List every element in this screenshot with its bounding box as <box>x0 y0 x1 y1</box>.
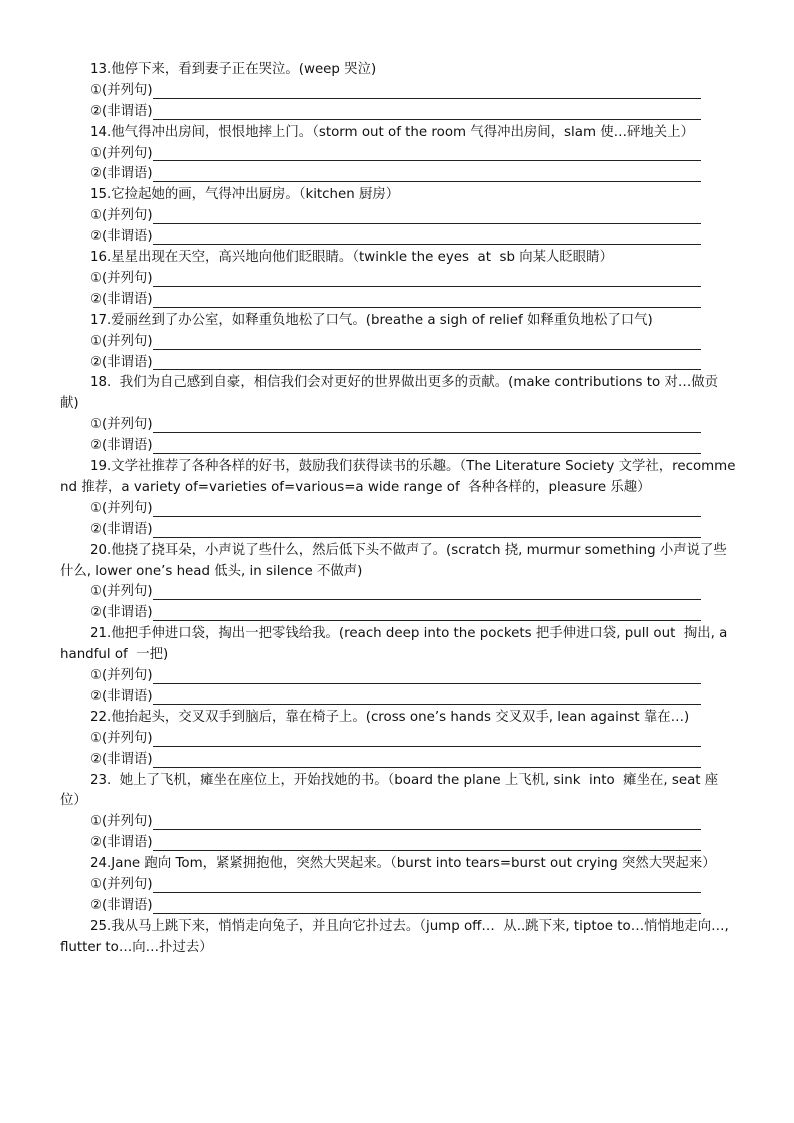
nonpredicate-answer-line[interactable] <box>153 606 701 621</box>
coordinate-label: ①(并列句) <box>90 500 153 516</box>
nonpredicate-answer-line[interactable] <box>153 523 701 538</box>
nonpredicate-answer-row[interactable] <box>90 290 701 311</box>
nonpredicate-answer-row[interactable] <box>90 102 701 123</box>
coordinate-answer-row[interactable] <box>90 206 701 227</box>
nonpredicate-label: ②(非谓语) <box>90 605 153 621</box>
nonpredicate-answer-row[interactable] <box>90 436 701 457</box>
exercise-item <box>60 457 736 541</box>
coordinate-answer-row[interactable] <box>90 269 701 290</box>
nonpredicate-answer-line[interactable] <box>153 439 701 454</box>
exercise-item <box>60 185 736 248</box>
nonpredicate-label: ②(非谓语) <box>90 897 153 913</box>
exercise-item <box>60 624 736 708</box>
coordinate-answer-line[interactable] <box>153 502 701 517</box>
nonpredicate-answer-row[interactable] <box>90 603 701 624</box>
nonpredicate-answer-row[interactable] <box>90 750 701 771</box>
coordinate-answer-row[interactable] <box>90 332 701 353</box>
nonpredicate-label: ②(非谓语) <box>90 835 153 851</box>
coordinate-answer-line[interactable] <box>153 272 701 287</box>
coordinate-answer-line[interactable] <box>153 84 701 99</box>
exercise-item <box>60 917 736 959</box>
exercise-prompt: 13.他停下来，看到妻子正在哭泣。(weep 哭泣) <box>90 62 377 77</box>
coordinate-answer-line[interactable] <box>153 669 701 684</box>
nonpredicate-label: ②(非谓语) <box>90 521 153 537</box>
coordinate-answer-row[interactable] <box>90 666 701 687</box>
exercise-item <box>60 708 736 771</box>
exercise-item <box>60 854 736 917</box>
coordinate-label: ①(并列句) <box>90 584 153 600</box>
exercise-prompt: 16.星星出现在天空，高兴地向他们眨眼睛。（twinkle the eyes at sb 向某人眨眼睛） <box>90 250 613 266</box>
exercise-item <box>60 311 736 374</box>
exercise-prompt: 19.文学社推荐了各种各样的好书，鼓励我们获得读书的乐趣。（The Literature Society 文学社，recommend 推荐，a variety of=varieties of=various=a wide range of 各种各样的，pleasure 乐趣） <box>60 459 736 495</box>
nonpredicate-answer-line[interactable] <box>153 105 701 120</box>
coordinate-answer-row[interactable] <box>90 582 701 603</box>
exercise-prompt: 18. 我们为自己感到自豪，相信我们会对更好的世界做出更多的贡献。(make contributions to 对…做贡献) <box>60 375 719 412</box>
coordinate-label: ①(并列句) <box>90 333 153 349</box>
nonpredicate-answer-row[interactable] <box>90 896 701 917</box>
coordinate-label: ①(并列句) <box>90 668 153 684</box>
coordinate-label: ①(并列句) <box>90 417 153 433</box>
nonpredicate-answer-line[interactable] <box>153 355 701 370</box>
coordinate-answer-row[interactable] <box>90 875 701 896</box>
exercise-prompt: 22.他抬起头，交叉双手到脑后，靠在椅子上。(cross one’s hands 交叉双手, lean against 靠在…) <box>90 709 690 725</box>
nonpredicate-label: ②(非谓语) <box>90 103 153 119</box>
nonpredicate-answer-line[interactable] <box>153 230 701 245</box>
coordinate-answer-row[interactable] <box>90 729 701 750</box>
exercise-prompt: 17.爱丽丝到了办公室，如释重负地松了口气。(breathe a sigh of relief 如释重负地松了口气) <box>90 312 653 328</box>
nonpredicate-answer-line[interactable] <box>153 690 701 705</box>
coordinate-answer-line[interactable] <box>153 732 701 747</box>
coordinate-answer-row[interactable] <box>90 144 701 165</box>
worksheet <box>60 60 736 959</box>
nonpredicate-label: ②(非谓语) <box>90 229 153 245</box>
exercise-item <box>60 541 736 625</box>
nonpredicate-label: ②(非谓语) <box>90 166 153 182</box>
nonpredicate-answer-line[interactable] <box>153 836 701 851</box>
nonpredicate-answer-row[interactable] <box>90 687 701 708</box>
coordinate-label: ①(并列句) <box>90 876 153 892</box>
nonpredicate-answer-line[interactable] <box>153 753 701 768</box>
coordinate-label: ①(并列句) <box>90 814 153 830</box>
exercise-item <box>60 771 736 855</box>
nonpredicate-label: ②(非谓语) <box>90 354 153 370</box>
nonpredicate-answer-row[interactable] <box>90 353 701 374</box>
nonpredicate-answer-row[interactable] <box>90 520 701 541</box>
coordinate-answer-line[interactable] <box>153 815 701 830</box>
nonpredicate-label: ②(非谓语) <box>90 291 153 307</box>
exercise-prompt: 20.他挠了挠耳朵，小声说了些什么，然后低下头不做声了。(scratch 挠, murmur something 小声说了些什么, lower one’s head 低头, in silence 不做声) <box>60 542 727 579</box>
coordinate-answer-row[interactable] <box>90 499 701 520</box>
nonpredicate-answer-line[interactable] <box>153 167 701 182</box>
nonpredicate-answer-row[interactable] <box>90 833 701 854</box>
exercise-item <box>60 373 736 457</box>
exercise-list <box>60 60 736 959</box>
nonpredicate-answer-row[interactable] <box>90 227 701 248</box>
coordinate-answer-line[interactable] <box>153 209 701 224</box>
exercise-prompt: 15.它捡起她的画，气得冲出厨房。（kitchen 厨房） <box>90 187 400 203</box>
nonpredicate-answer-line[interactable] <box>153 899 701 914</box>
nonpredicate-label: ②(非谓语) <box>90 751 153 767</box>
exercise-item <box>60 123 736 186</box>
nonpredicate-answer-row[interactable] <box>90 164 701 185</box>
exercise-prompt: 24.Jane 跑向 Tom，紧紧拥抱他，突然大哭起来。（burst into tears=burst out crying 突然大哭起来） <box>90 856 716 872</box>
coordinate-label: ①(并列句) <box>90 145 153 161</box>
exercise-prompt: 25.我从马上跳下来，悄悄走向兔子，并且向它扑过去。（jump off… 从..跳下来, tiptoe to…悄悄地走向…, flutter to…向…扑过去） <box>60 918 733 955</box>
coordinate-answer-row[interactable] <box>90 81 701 102</box>
exercise-prompt: 23. 她上了飞机，瘫坐在座位上，开始找她的书。（board the plane 上飞机, sink into 瘫坐在, seat 座位） <box>60 772 719 809</box>
coordinate-answer-row[interactable] <box>90 812 701 833</box>
nonpredicate-answer-line[interactable] <box>153 293 701 308</box>
exercise-prompt: 21.他把手伸进口袋，掏出一把零钱给我。(reach deep into the pockets 把手伸进口袋, pull out 掏出, a handful of 一把) <box>60 626 732 663</box>
coordinate-answer-line[interactable] <box>153 146 701 161</box>
coordinate-label: ①(并列句) <box>90 270 153 286</box>
coordinate-label: ①(并列句) <box>90 730 153 746</box>
nonpredicate-label: ②(非谓语) <box>90 438 153 454</box>
coordinate-answer-line[interactable] <box>153 878 701 893</box>
coordinate-label: ①(并列句) <box>90 82 153 98</box>
coordinate-answer-line[interactable] <box>153 585 701 600</box>
coordinate-answer-line[interactable] <box>153 418 701 433</box>
coordinate-answer-row[interactable] <box>90 415 701 436</box>
exercise-item <box>60 60 736 123</box>
coordinate-label: ①(并列句) <box>90 208 153 224</box>
exercise-prompt: 14.他气得冲出房间，恨恨地摔上门。（storm out of the room 气得冲出房间，slam 使…砰地关上） <box>90 124 694 140</box>
coordinate-answer-line[interactable] <box>153 335 701 350</box>
exercise-item <box>60 248 736 311</box>
nonpredicate-label: ②(非谓语) <box>90 688 153 704</box>
